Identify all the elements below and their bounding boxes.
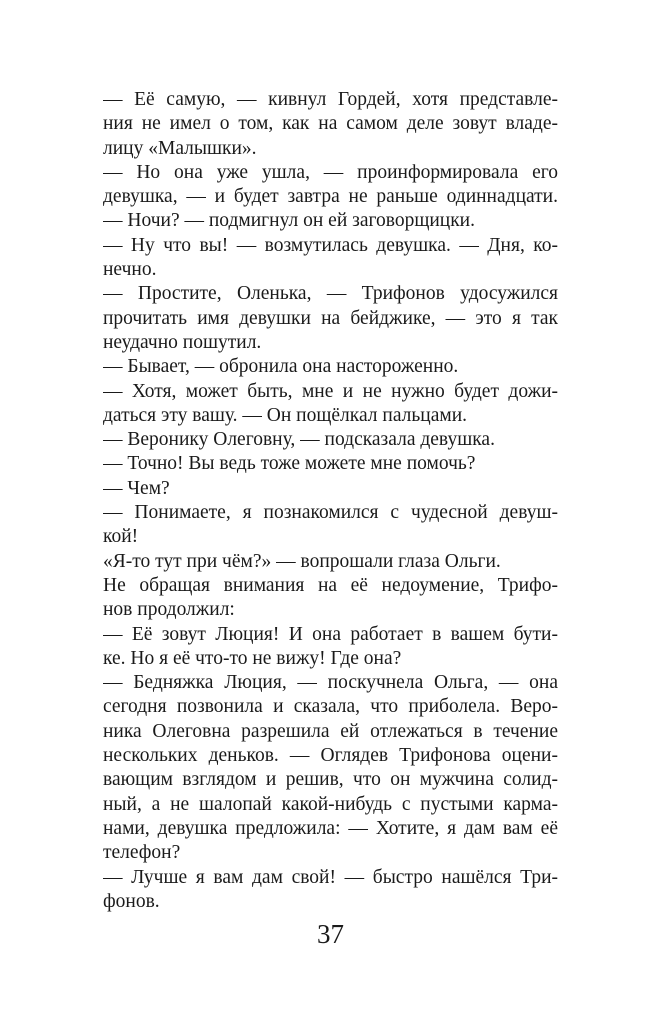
- text-line: нами, девушка предложила: — Хотите, я дам вам её: [103, 817, 558, 839]
- text-line: фонов.: [103, 890, 160, 912]
- text-line: — Ночи? — подмигнул он ей заговорщицки.: [103, 210, 475, 232]
- text-line: — Точно! Вы ведь тоже можете мне помочь?: [103, 453, 476, 475]
- text-line: — Ну что вы! — возмутилась девушка. — Дня, ко-: [103, 234, 558, 256]
- text-line: — Веронику Олеговну, — подсказала девушка.: [103, 429, 495, 451]
- text-line: нескольких деньков. — Оглядев Трифонова оцени-: [103, 745, 558, 767]
- text-line: даться эту вашу. — Он пощёлкал пальцами.: [103, 404, 468, 426]
- text-line: — Бывает, — обронила она настороженно.: [103, 356, 459, 378]
- text-line: — Чем?: [103, 477, 170, 499]
- text-line: неудачно пошутил.: [103, 331, 262, 353]
- text-line: — Но она уже ушла, — проинформировала его: [103, 161, 558, 183]
- text-line: телефон?: [103, 842, 181, 864]
- text-line: кой!: [103, 526, 139, 548]
- text-line: вающим взглядом и решив, что он мужчина солид-: [103, 769, 558, 791]
- text-line: — Хотя, может быть, мне и не нужно будет дожи-: [103, 380, 558, 402]
- text-line: «Я-то тут при чём?» — вопрошали глаза Ольги.: [103, 550, 501, 572]
- text-line: ника Олеговна разрешила ей отлежаться в течение: [103, 720, 558, 742]
- text-line: ный, а не шалопай какой-нибудь с пустыми карма-: [103, 793, 558, 815]
- text-line: прочитать имя девушки на бейджике, — это я так: [103, 307, 558, 329]
- text-line: лицу «Малышки».: [103, 137, 257, 159]
- page-body: [103, 88, 558, 914]
- text-line: — Лучше я вам дам свой! — быстро нашёлся Три-: [103, 866, 558, 888]
- text-line: — Её самую, — кивнул Гордей, хотя представле-: [103, 89, 558, 110]
- text-line: — Понимаете, я познакомился с чудесной девуш-: [103, 502, 558, 524]
- text-line: ке. Но я её что-то не вижу! Где она?: [103, 647, 402, 669]
- text-line: сегодня позвонила и сказала, что приболела. Веро-: [103, 696, 558, 718]
- text-line: девушка, — и будет завтра не раньше одиннадцати.: [103, 186, 558, 208]
- text-line: Не обращая внимания на её недоумение, Трифо-: [103, 574, 558, 596]
- text-line: — Её зовут Люция! И она работает в вашем бути-: [103, 623, 558, 645]
- text-line: ния не имел о том, как на самом деле зовут владе-: [103, 113, 558, 135]
- text-line: — Простите, Оленька, — Трифонов удосужился: [103, 283, 558, 305]
- text-line: нечно.: [103, 259, 157, 281]
- text-line: — Бедняжка Люция, — поскучнела Ольга, — она: [103, 672, 558, 694]
- page-number: 37: [317, 919, 344, 949]
- text-line: нов продолжил:: [103, 599, 235, 621]
